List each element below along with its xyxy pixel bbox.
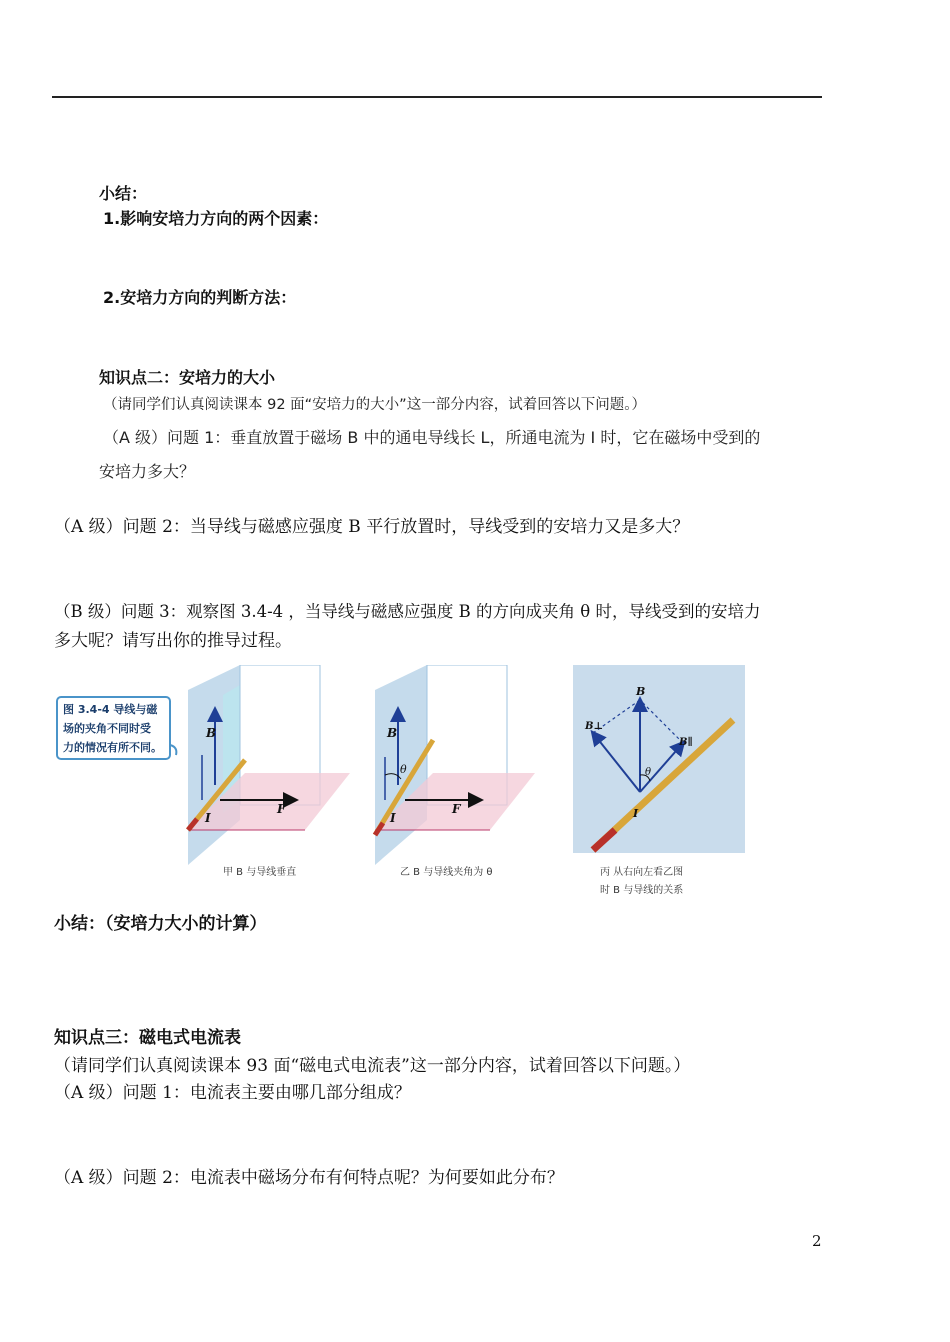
caption-box-line-3: 力的情况有所不同。: [63, 741, 162, 754]
kp2-instruction: （请同学们认真阅读课本 92 面“安培力的大小”这一部分内容，试着回答以下问题。）: [103, 397, 646, 413]
figure-panel-bing: [573, 665, 745, 896]
kp2-question-3-line-1: （B 级）问题 3：观察图 3.4-4 ，当导线与磁感应强度 B 的方向成夹角 θ 时，导线受到的安培力: [54, 602, 761, 621]
panel-yi-label-theta: θ: [400, 763, 407, 776]
summary-2-heading: 小结：（安培力大小的计算）: [54, 914, 267, 934]
panel-bing-label-i: I: [633, 807, 639, 820]
summary-item-1: 1.影响安培力方向的两个因素：: [103, 209, 329, 228]
panel-yi-label-b: B: [387, 726, 398, 740]
panel-yi-caption: 乙 B 与导线夹角为 θ: [400, 867, 493, 878]
figure-panel-yi: [375, 665, 535, 878]
kp2-question-1-line-1: （A 级）问题 1：垂直放置于磁场 B 中的通电导线长 L，所通电流为 I 时，它在磁场中受到的: [103, 428, 761, 447]
section-title-kp2: 知识点二：安培力的大小: [99, 368, 276, 387]
panel-bing-label-theta: θ: [645, 767, 652, 778]
kp2-question-3-line-2: 多大呢？请写出你的推导过程。: [54, 631, 292, 651]
panel-bing-label-b-par: B∥: [679, 737, 693, 748]
panel-yi-label-i: I: [390, 811, 396, 825]
panel-jia-caption: 甲 B 与导线垂直: [223, 867, 297, 878]
panel-yi-label-f: F: [452, 802, 461, 816]
panel-bing-caption-line-2: 时 B 与导线的关系: [600, 885, 684, 896]
panel-jia-label-i: I: [205, 811, 211, 825]
header-rule: [52, 96, 822, 98]
panel-jia-label-f: F: [277, 802, 286, 816]
section-title-kp3: 知识点三：磁电式电流表: [54, 1028, 241, 1048]
caption-box-line-2: 场的夹角不同时受: [63, 722, 151, 735]
panel-jia-label-b: B: [206, 726, 217, 740]
kp3-question-1: （A 级）问题 1：电流表主要由哪几部分组成？: [54, 1083, 411, 1103]
page-number: 2: [812, 1232, 822, 1250]
panel-bing-label-b: B: [636, 685, 646, 698]
caption-box-line-1: 图 3.4-4 导线与磁: [63, 703, 158, 716]
kp2-question-1-line-2: 安培力多大？: [99, 462, 196, 481]
figure-panel-jia: [188, 665, 350, 878]
panel-bing-label-b-perp: B⊥: [585, 721, 604, 732]
figure-3-4-4: [55, 665, 755, 905]
summary-heading: 小结：: [99, 184, 148, 203]
kp3-instruction: （请同学们认真阅读课本 93 面“磁电式电流表”这一部分内容，试着回答以下问题。）: [54, 1056, 691, 1076]
figure-caption-box: [57, 697, 176, 759]
panel-bing-caption-line-1: 丙 从右向左看乙图: [600, 867, 684, 878]
kp3-question-2: （A 级）问题 2：电流表中磁场分布有何特点呢？为何要如此分布？: [54, 1168, 564, 1188]
summary-item-2: 2.安培力方向的判断方法：: [103, 288, 297, 307]
kp2-question-2: （A 级）问题 2：当导线与磁感应强度 B 平行放置时，导线受到的安培力又是多大？: [54, 517, 690, 537]
